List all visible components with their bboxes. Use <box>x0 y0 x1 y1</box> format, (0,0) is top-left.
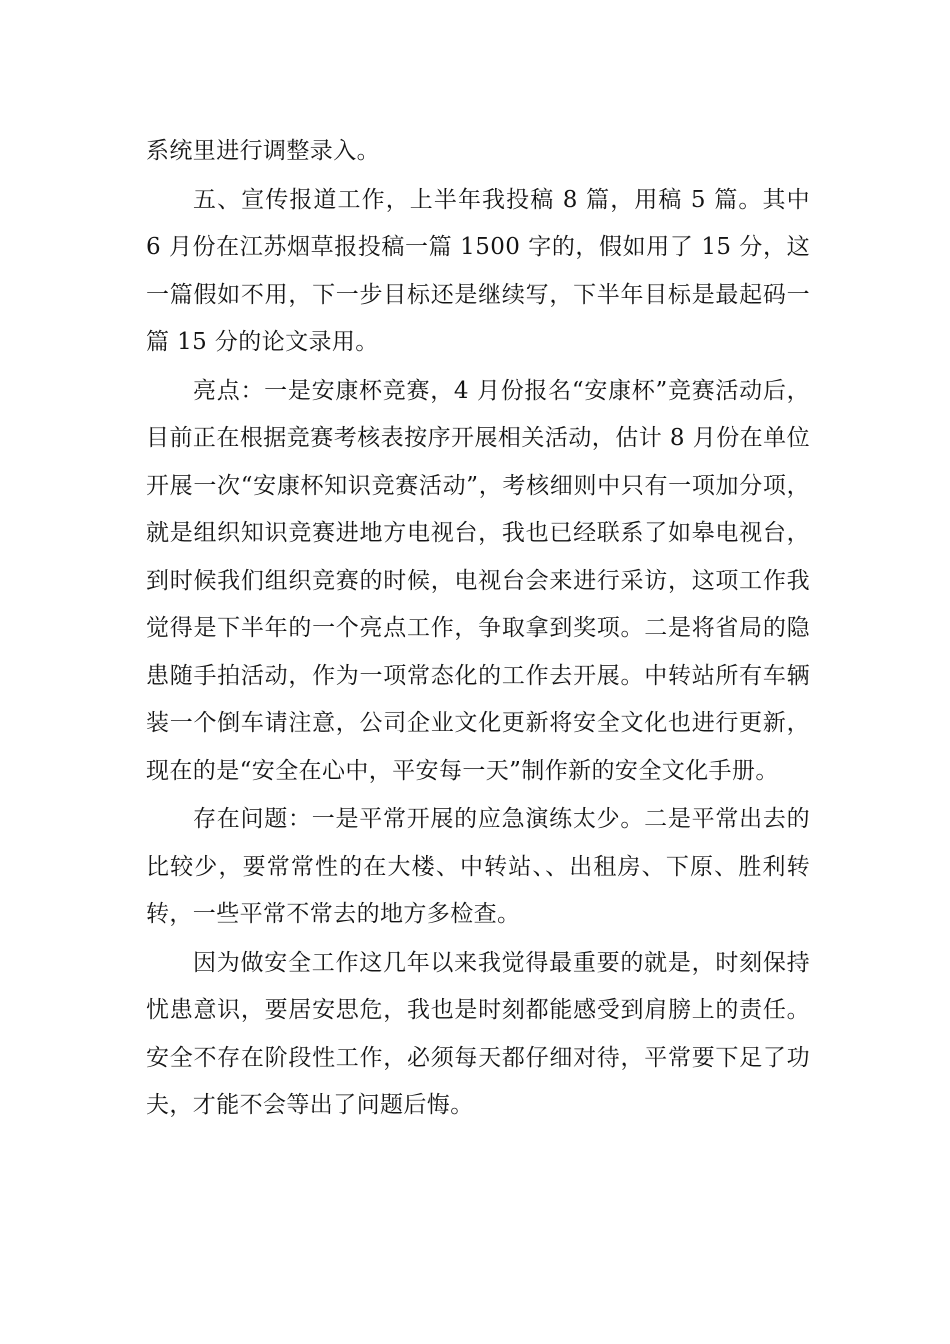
paragraph-conclusion: 因为做安全工作这几年以来我觉得最重要的就是，时刻保持忧患意识，要居安思危，我也是时刻都能感受到肩膀上的责任。安全不存在阶段性工作，必须每天都仔细对待，平常要下足了功夫，才能不会等出了问题后悔。 <box>146 949 810 1118</box>
paragraph-continuation: 系统里进行调整录入。 <box>146 138 380 164</box>
document-body <box>146 128 810 1131</box>
paragraph-existing-problems: 存在问题：一是平常开展的应急演练太少。二是平常出去的比较少，要常常性的在大楼、中转站、、出租房、下原、胜利转转，一些平常不常去的地方多检查。 <box>146 806 810 927</box>
paragraph-publicity-work: 五、宣传报道工作，上半年我投稿 8 篇，用稿 5 篇。其中 6 月份在江苏烟草报投稿一篇 1500 字的，假如用了 15 分，这一篇假如不用，下一步目标还是继续写，下半年目标是最起码一篇 15 分的论文录用。 <box>146 186 810 355</box>
paragraph-highlights: 亮点：一是安康杯竞赛，4 月份报名“安康杯”竞赛活动后，目前正在根据竞赛考核表按序开展相关活动，估计 8 月份在单位开展一次“安康杯知识竞赛活动”，考核细则中只有一项加分项，就是组织知识竞赛进地方电视台，我也已经联系了如皋电视台，到时候我们组织竞赛的时候，电视台会来进行采访，这项工作我觉得是下半年的一个亮点工作，争取拿到奖项。二是将省局的隐患随手拍活动，作为一项常态化的工作去开展。中转站所有车辆装一个倒车请注意，公司企业文化更新将安全文化也进行更新，现在的是“安全在心中，平安每一天”制作新的安全文化手册。 <box>146 377 810 784</box>
